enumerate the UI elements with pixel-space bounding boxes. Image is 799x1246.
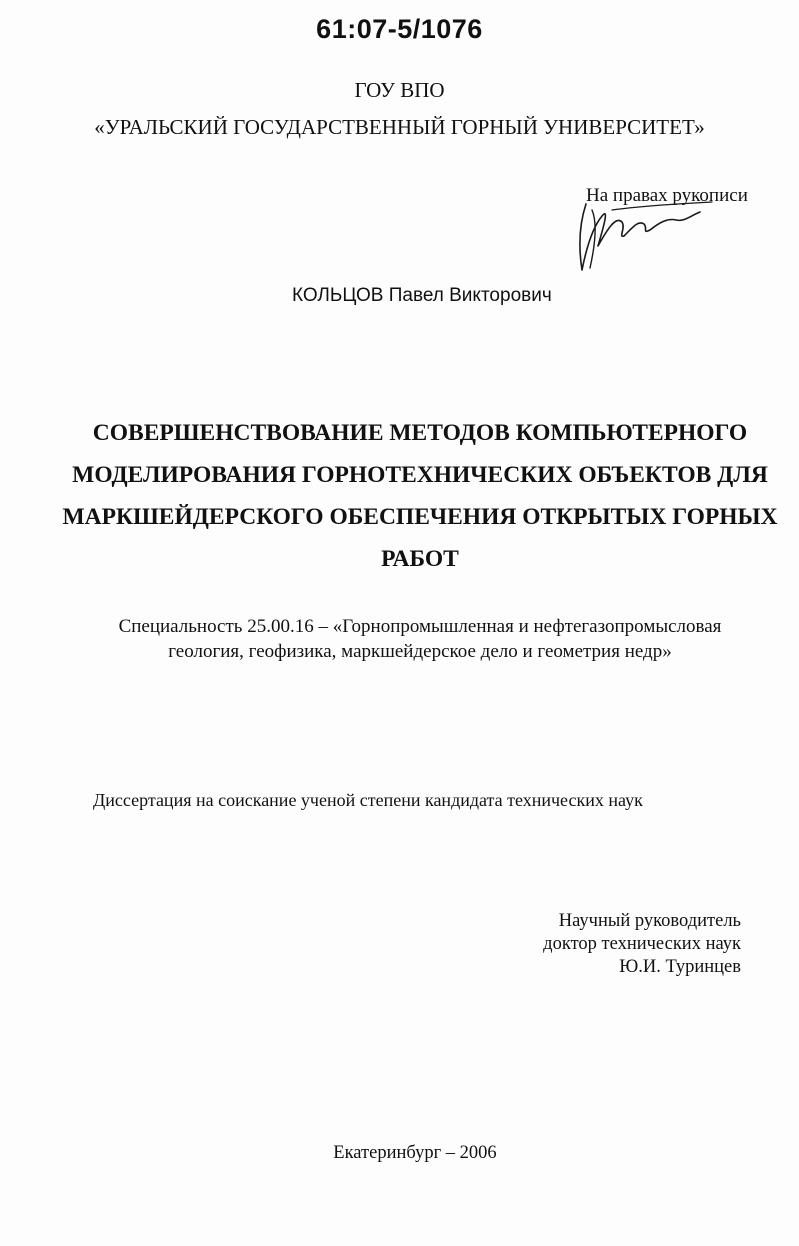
title-line: РАБОТ <box>381 546 459 572</box>
specialty-line: Специальность 25.00.16 – «Горнопромышленная и нефтегазопромысловая <box>118 616 722 637</box>
supervisor-title: доктор технических наук <box>543 934 741 954</box>
rights-note: На правах рукописи <box>586 185 748 206</box>
supervisor-role: Научный руководитель <box>558 911 741 931</box>
city-year: Екатеринбург – 2006 <box>333 1143 497 1163</box>
specialty-line: геология, геофизика, маркшейдерское дело и геометрия недр» <box>168 641 672 662</box>
degree-statement: Диссертация на соискание ученой степени кандидата технических наук <box>93 790 643 810</box>
organization-abbreviation: ГОУ ВПО <box>354 78 445 102</box>
specialty <box>40 614 799 664</box>
title-line: СОВЕРШЕНСТВОВАНИЕ МЕТОДОВ КОМПЬЮТЕРНОГО <box>92 420 748 446</box>
supervisor-block <box>500 910 741 979</box>
handwritten-signature <box>572 198 722 276</box>
author-name: КОЛЬЦОВ Павел Викторович <box>292 285 552 306</box>
supervisor-name: Ю.И. Туринцев <box>619 957 741 977</box>
title-line: МОДЕЛИРОВАНИЯ ГОРНОТЕХНИЧЕСКИХ ОБЪЕКТОВ ДЛЯ <box>72 462 768 488</box>
dissertation-title <box>40 412 799 580</box>
organization-name: «УРАЛЬСКИЙ ГОСУДАРСТВЕННЫЙ ГОРНЫЙ УНИВЕРСИТЕТ» <box>94 115 705 139</box>
title-line: МАРКШЕЙДЕРСКОГО ОБЕСПЕЧЕНИЯ ОТКРЫТЫХ ГОРНЫХ <box>62 504 778 530</box>
catalog-code: 61:07-5/1076 <box>316 14 483 44</box>
